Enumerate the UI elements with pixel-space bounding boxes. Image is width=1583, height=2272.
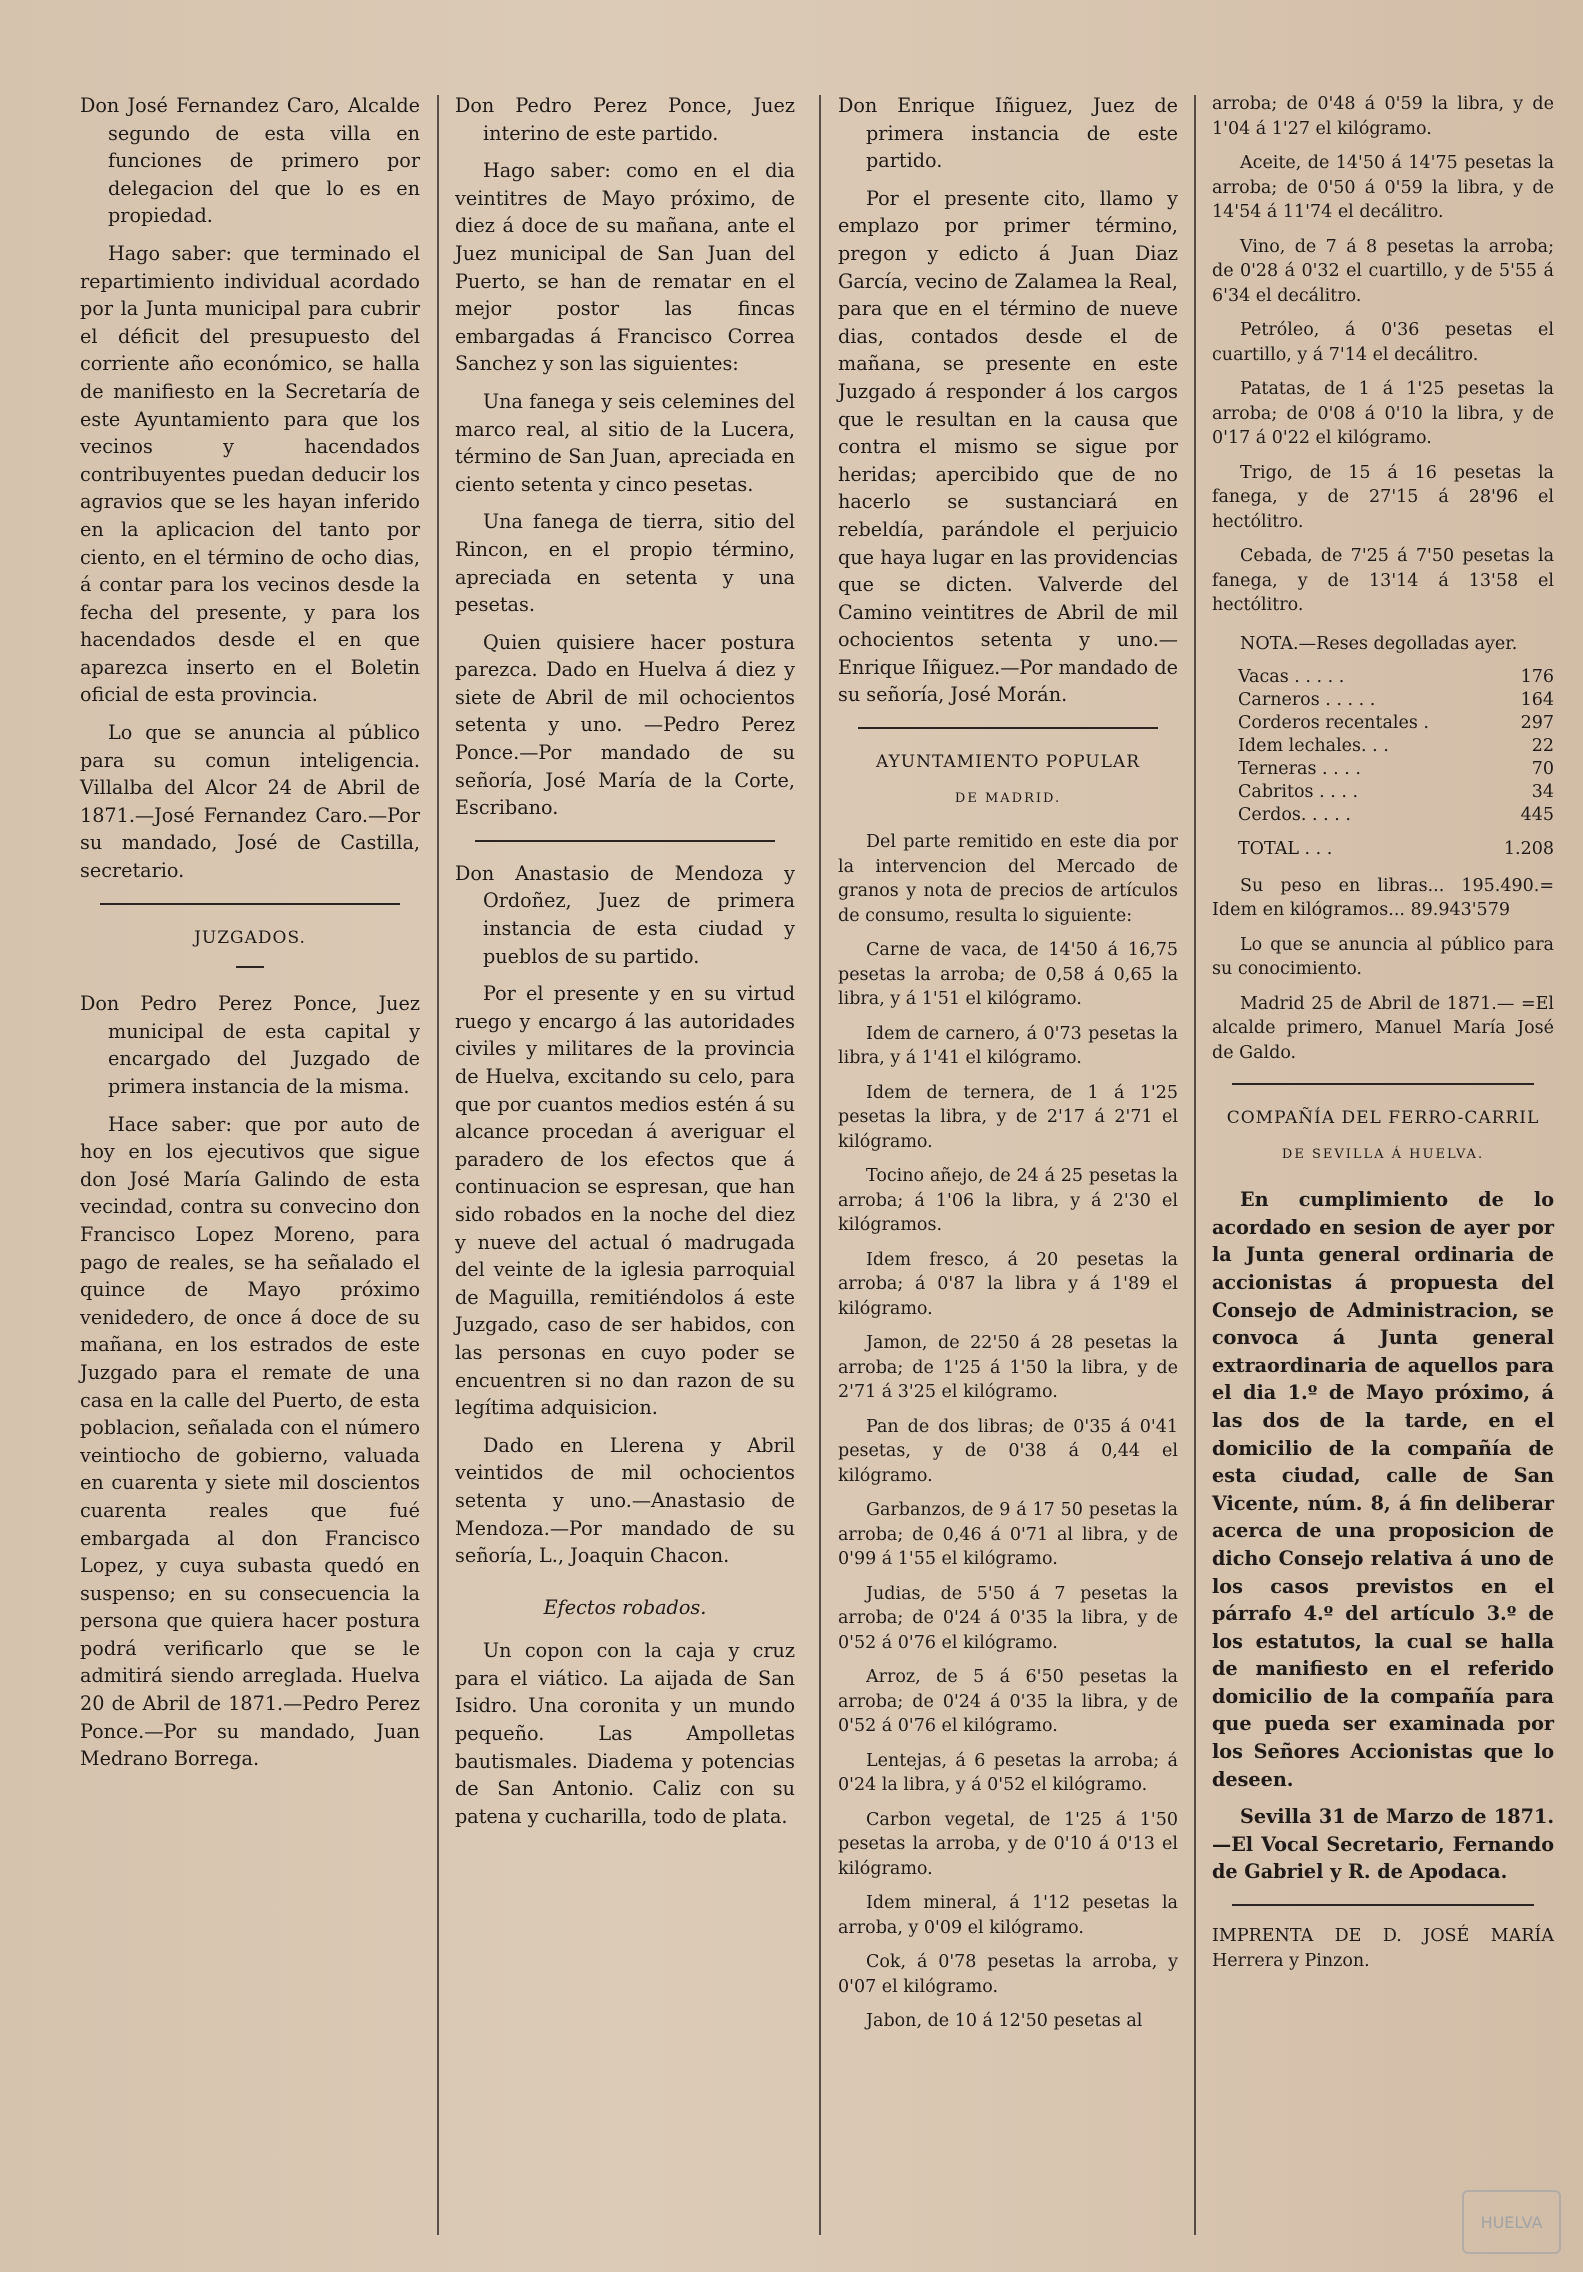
livestock-label: Corderos recentales . bbox=[1238, 713, 1429, 733]
paragraph: Del parte remitido en este dia por la intervencion del Mercado de granos y nota de precios de artículos de consumo, resulta lo siguiente: bbox=[838, 832, 1178, 926]
paragraph: Lo que se anuncia al público para su comun inteligencia. Villalba del Alcor 24 de Abril de 1871.—José Fernandez Caro.—Por su mandado, José de Castilla, secretario. bbox=[80, 721, 420, 883]
livestock-label: Cabritos . . . . bbox=[1238, 782, 1359, 802]
total-row bbox=[1212, 837, 1554, 862]
livestock-label: Vacas . . . . . bbox=[1238, 667, 1345, 687]
livestock-label: Idem lechales. . . bbox=[1238, 736, 1389, 756]
price-item: Patatas, de 1 á 1'25 pesetas la arroba; de 0'08 á 0'10 la libra, y de 0'17 á 0'22 el kilógramo. bbox=[1212, 379, 1554, 448]
price-item: Carbon vegetal, de 1'25 á 1'50 pesetas la arroba, y de 0'10 á 0'13 el kilógramo. bbox=[838, 1809, 1178, 1879]
paragraph: Hago saber: como en el dia veintitres de Mayo próximo, de diez á doce de su mañana, ante el Juez municipal de San Juan del Puerto, se han de rematar en el mejor postor las fincas embargadas á Francisco Correa Sanchez y son las siguientes: bbox=[455, 159, 795, 376]
livestock-value: 34 bbox=[1531, 782, 1554, 802]
total-label: TOTAL . . . bbox=[1238, 839, 1333, 859]
column-divider bbox=[437, 95, 439, 2235]
price-item: Jabon, de 10 á 12'50 pesetas al bbox=[866, 2011, 1143, 2032]
price-item: Petróleo, á 0'36 pesetas el cuartillo, y á 7'14 el decálitro. bbox=[1212, 320, 1554, 365]
paragraph: Hago saber: que terminado el repartimiento individual acordado por la Junta municipal para cubrir el déficit del presupuesto del corriente año económico, se halla de manifiesto en la Secretaría de este Ayuntamiento para que los vecinos y hacendados contribuyentes puedan deducir los agravios que se les hayan inferido en la aplicacion del tanto por ciento, en el término de ocho dias, á contar para los vecinos desde la fecha del presente, y para los hacendados desde el en que aparezca inserto en el Boletin oficial de esta provincia. bbox=[80, 241, 420, 707]
column-divider bbox=[1194, 95, 1196, 2235]
livestock-value: 445 bbox=[1520, 805, 1554, 825]
livestock-row bbox=[1212, 781, 1554, 804]
section-rule bbox=[475, 840, 775, 842]
section-heading: AYUNTAMIENTO POPULAR bbox=[876, 752, 1140, 773]
price-item: Pan de dos libras; de 0'35 á 0'41 pesetas, y de 0'38 á 0,44 el kilógramo. bbox=[838, 1416, 1178, 1486]
notice-title: Don José Fernandez Caro, Alcalde segundo de esta villa en funciones de primero por delegacion del que lo es en propiedad. bbox=[80, 94, 420, 228]
total-value: 1.208 bbox=[1503, 839, 1554, 859]
price-item: Vino, de 7 á 8 pesetas la arroba; de 0'28 á 0'32 el cuartillo, y de 5'55 á 6'34 el decálitro. bbox=[1212, 236, 1554, 306]
column-1 bbox=[80, 92, 420, 1783]
price-item: Lentejas, á 6 pesetas la arroba; á 0'24 la libra, y á 0'52 el kilógramo. bbox=[838, 1750, 1178, 1796]
section-rule bbox=[100, 903, 400, 905]
paragraph: Por el presente cito, llamo y emplazo por primer término, pregon y edicto á Juan Diaz García, vecino de Zalamea la Real, para que en el término de nueve dias, contados desde el de mañana, se presente en este Juzgado á responder á los cargos que le resultan en la causa que contra el mismo se sigue por heridas; apercibido que de no hacerlo se sustanciará en rebeldía, parándole el perjuicio que haya lugar en las providencias que se dicten. Valverde del Camino veintitres de Abril de mil ochocientos setenta y uno.—Enrique Iñiguez.—Por mandado de su señoría, José Morán. bbox=[838, 186, 1178, 707]
section-subheading: DE SEVILLA Á HUELVA. bbox=[1281, 1146, 1485, 1162]
price-item: Jamon, de 22'50 á 28 pesetas la arroba; de 1'25 á 1'50 la libra, y de 2'71 á 3'25 el kilógramo. bbox=[838, 1333, 1178, 1403]
paragraph: Un copon con la caja y cruz para el viático. La aijada de San Isidro. Una coronita y un mundo pequeño. Las Ampolletas bautismales. Diadema y potencias de San Antonio. Caliz con su patena y cucharilla, todo de plata. bbox=[455, 1639, 795, 1828]
livestock-label: Cerdos. . . . . bbox=[1238, 805, 1351, 825]
column-3 bbox=[838, 92, 1178, 2044]
livestock-label: Terneras . . . . bbox=[1238, 759, 1361, 779]
notice-title: Don Pedro Perez Ponce, Juez municipal de esta capital y encargado del Juzgado de primera instancia de la misma. bbox=[80, 992, 420, 1098]
price-item: arroba; de 0'48 á 0'59 la libra, y de 1'04 á 1'27 el kilógramo. bbox=[1212, 94, 1554, 139]
livestock-row bbox=[1212, 804, 1554, 827]
notice-title: Don Pedro Perez Ponce, Juez interino de este partido. bbox=[455, 94, 795, 145]
price-item: Cebada, de 7'25 á 7'50 pesetas la fanega, y de 13'14 á 13'58 el hectólitro. bbox=[1212, 546, 1554, 615]
section-rule bbox=[1232, 1083, 1534, 1085]
livestock-row bbox=[1212, 735, 1554, 758]
price-item: Garbanzos, de 9 á 17 50 pesetas la arroba; de 0,46 á 0'71 al libra, y de 0'99 á 1'55 el kilógramo. bbox=[838, 1500, 1178, 1570]
livestock-table bbox=[1212, 666, 1554, 827]
short-rule bbox=[236, 966, 264, 968]
column-4 bbox=[1212, 92, 1554, 1983]
livestock-value: 297 bbox=[1520, 713, 1554, 733]
paragraph: Hace saber: que por auto de hoy en los ejecutivos que sigue don José María Galindo de esta vecindad, contra su convecino don Francisco Lopez Moreno, para pago de reales, se ha señalado el quince de Mayo próximo venidedero, de once á doce de su mañana, en los estrados de este Juzgado para el remate de una casa en la calle del Puerto, de esta poblacion, señalada con el número veintiocho de gobierno, valuada en cuarenta y siete mil doscientos cuarenta reales que fué embargada al don Francisco Lopez, y cuya subasta quedó en suspenso; en su consecuencia la persona que quiera hacer postura podrá verificarlo que se le admitirá siendo arreglada. Huelva 20 de Abril de 1871.—Pedro Perez Ponce.—Por su mandado, Juan Medrano Borrega. bbox=[80, 1112, 420, 1771]
paragraph: Una fanega de tierra, sitio del Rincon, en el propio término, apreciada en setenta y una pesetas. bbox=[455, 510, 795, 617]
livestock-label: Carneros . . . . . bbox=[1238, 690, 1376, 710]
livestock-row bbox=[1212, 712, 1554, 735]
paragraph: En cumplimiento de lo acordado en sesion de ayer por la Junta general ordinaria de accionistas á propuesta del Consejo de Administracion, se convoca á Junta general extraordinaria de aquellos para el dia 1.º de Mayo próximo, á las dos de la tarde, en el domicilio de la compañía de esta ciudad, calle de San Vicente, núm. 8, á fin deliberar acerca de una proposicion de dicho Consejo relativa á uno de los casos previstos en el párrafo 4.º del artículo 3.º de los estatutos, la cual se halla de manifiesto en el referido domicilio de la compañía para que pueda ser examinada por los Señores Accionistas que lo deseen. bbox=[1212, 1188, 1554, 1791]
livestock-value: 164 bbox=[1520, 690, 1554, 710]
section-subheading: DE MADRID. bbox=[954, 790, 1062, 806]
livestock-value: 22 bbox=[1531, 736, 1554, 756]
livestock-value: 176 bbox=[1520, 667, 1554, 687]
paragraph: Una fanega y seis celemines del marco real, al sitio de la Lucera, término de San Juan, apreciada en ciento setenta y cinco pesetas. bbox=[455, 389, 795, 496]
price-item: Idem mineral, á 1'12 pesetas la arroba, y 0'09 el kilógramo. bbox=[838, 1893, 1178, 1938]
livestock-row bbox=[1212, 666, 1554, 689]
price-item: Arroz, de 5 á 6'50 pesetas la arroba; de 0'24 á 0'35 la libra, y de 0'52 á 0'76 el kilógramo. bbox=[838, 1667, 1178, 1737]
paragraph: Dado en Llerena y Abril veintidos de mil ochocientos setenta y uno.—Anastasio de Mendoza.—Por mandado de su señoría, L., Joaquin Chacon. bbox=[455, 1433, 795, 1568]
library-stamp: HUELVA bbox=[1462, 2190, 1561, 2254]
column-divider bbox=[819, 95, 821, 2235]
paragraph: Su peso en libras... 195.490.= Idem en kilógramos... 89.943'579 bbox=[1212, 875, 1554, 920]
price-item: Idem de carnero, á 0'73 pesetas la libra, y á 1'41 el kilógramo. bbox=[838, 1023, 1178, 1069]
price-item: Judias, de 5'50 á 7 pesetas la arroba; de 0'24 á 0'35 la libra, y de 0'52 á 0'76 el kilógramo. bbox=[838, 1583, 1178, 1653]
price-item: Trigo, de 15 á 16 pesetas la fanega, y de 27'15 á 28'96 el hectólitro. bbox=[1212, 462, 1554, 532]
livestock-row bbox=[1212, 758, 1554, 781]
section-rule bbox=[858, 727, 1158, 729]
price-item: Idem de ternera, de 1 á 1'25 pesetas la libra, y de 2'17 á 2'71 el kilógramo. bbox=[838, 1082, 1178, 1152]
notice-title: Don Anastasio de Mendoza y Ordoñez, Juez de primera instancia de esta ciudad y pueblos de su partido. bbox=[455, 861, 795, 968]
column-2 bbox=[455, 92, 795, 1840]
livestock-row bbox=[1212, 689, 1554, 712]
paragraph: Quien quisiere hacer postura parezca. Dado en Huelva á diez y siete de Abril de mil ochocientos setenta y uno. —Pedro Perez Ponce.—Por mandado de su señoría, José María de la Corte, Escribano. bbox=[455, 630, 795, 820]
price-item: Tocino añejo, de 24 á 25 pesetas la arroba; á 1'06 la libra, y á 2'30 el kilógramos. bbox=[838, 1166, 1178, 1236]
section-rule bbox=[1232, 1904, 1534, 1906]
price-item: Idem fresco, á 20 pesetas la arroba; á 0'87 la libra y á 1'89 el kilógramo. bbox=[838, 1249, 1178, 1319]
paragraph: Por el presente y en su virtud ruego y encargo á las autoridades civiles y militares de la provincia de Huelva, excitando su celo, para que por cuantos medios estén á su alcance procedan á averiguar el paradero de los efectos que á continuacion se espresan, que han sido robados en la noche del diez y nueve del actual ó madrugada del veinte de la iglesia parroquial de Maguilla, remitiéndolos á este Juzgado, caso de ser habidos, con las personas en cuyo poder se encuentren si no dan razon de su legítima adquisicion. bbox=[455, 982, 795, 1420]
section-heading: JUZGADOS. bbox=[194, 927, 306, 948]
printer-imprint: IMPRENTA DE D. JOSÉ MARÍA Herrera y Pinzon. bbox=[1212, 1926, 1554, 1971]
livestock-value: 70 bbox=[1531, 759, 1554, 779]
subsection-heading: Efectos robados. bbox=[543, 1595, 707, 1619]
paragraph: Lo que se anuncia al público para su conocimiento. bbox=[1212, 934, 1554, 979]
price-item: Cok, á 0'78 pesetas la arroba, y 0'07 el kilógramo. bbox=[838, 1952, 1178, 1997]
section-heading: COMPAÑÍA DEL FERRO-CARRIL bbox=[1226, 1108, 1540, 1128]
paragraph: Madrid 25 de Abril de 1871.— =El alcalde primero, Manuel María José de Galdo. bbox=[1212, 993, 1554, 1063]
price-item: Carne de vaca, de 14'50 á 16,75 pesetas la arroba; de 0,58 á 0,65 la libra, y á 1'51 el kilógramo. bbox=[838, 940, 1178, 1010]
paragraph: Sevilla 31 de Marzo de 1871.—El Vocal Secretario, Fernando de Gabriel y R. de Apodaca. bbox=[1212, 1805, 1554, 1884]
notice-title: Don Enrique Iñiguez, Juez de primera instancia de este partido. bbox=[838, 94, 1178, 173]
nota-line: NOTA.—Reses degolladas ayer. bbox=[1240, 633, 1518, 654]
price-item: Aceite, de 14'50 á 14'75 pesetas la arroba; de 0'50 á 0'59 la libra, y de 14'54 á 11'74 el decálitro. bbox=[1212, 153, 1554, 222]
